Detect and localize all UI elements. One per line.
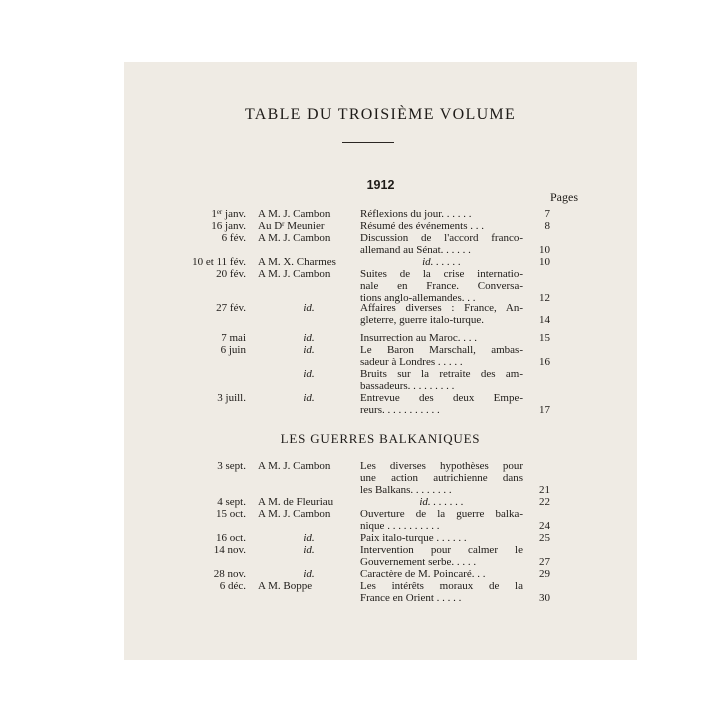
entry-recipient: id. <box>303 392 315 404</box>
book-page <box>124 62 637 660</box>
entry-page-number: 27 <box>539 556 550 568</box>
entry-date: 6 fév. <box>221 232 246 244</box>
entry-subject-line: nique . . . . . . . . . . <box>360 520 440 532</box>
title-rule <box>342 142 394 143</box>
entry-date: 28 nov. <box>213 568 246 580</box>
entry-recipient: A M. J. Cambon <box>258 508 331 520</box>
entry-recipient: Au $D^r$ Meunier <box>258 220 325 232</box>
entry-subject-line: France en Orient . . . . . <box>360 592 462 604</box>
entry-subject-line: Paix italo-turque . . . . . . <box>360 532 467 544</box>
entry-recipient: A M. J. Cambon <box>258 268 331 280</box>
entry-date: 16 oct. <box>216 532 246 544</box>
entry-subject-line: id. . . . . . . <box>419 496 464 508</box>
entry-recipient: A M. J. Cambon <box>258 232 331 244</box>
entry-subject-line: Gouvernement serbe. . . . . <box>360 556 477 568</box>
entry-date: 3 sept. <box>217 460 246 472</box>
entry-date: 1er janv. <box>211 208 246 220</box>
entry-date: 10 et 11 fév. <box>192 256 246 268</box>
section-heading: LES GUERRES BALKANIQUES <box>280 431 481 446</box>
entry-recipient: id. <box>303 302 315 314</box>
entry-subject-line: Insurrection au Maroc. . . . <box>360 332 477 344</box>
entry-page-number: 29 <box>539 568 550 580</box>
entry-subject-line: nale en France. Conversa- <box>360 280 523 292</box>
entry-page-number: 30 <box>539 592 550 604</box>
entry-page-number: 8 <box>544 220 550 232</box>
entry-recipient: id. <box>303 532 315 544</box>
entry-date: 27 fév. <box>216 302 246 314</box>
entry-subject-line: bassadeurs. . . . . . . . . <box>360 380 455 392</box>
entry-recipient: A M. X. Charmes <box>258 256 336 268</box>
entry-page-number: 16 <box>539 356 550 368</box>
entry-subject-line: sadeur à Londres . . . . . <box>360 356 463 368</box>
pages-column-header: Pages <box>550 190 578 204</box>
entry-recipient: id. <box>303 344 315 356</box>
entry-page-number: 24 <box>539 520 550 532</box>
entry-recipient: id. <box>303 368 315 380</box>
entry-page-number: 12 <box>539 292 550 304</box>
entry-page-number: 21 <box>539 484 550 496</box>
entry-page-number: 22 <box>539 496 550 508</box>
entry-subject-line: Résumé des événements . . . <box>360 220 485 232</box>
entry-subject-line: Le Baron Marschall, ambas- <box>360 344 523 356</box>
entry-recipient: A M. Boppe <box>258 580 313 592</box>
entry-recipient: id. <box>303 544 315 556</box>
entry-page-number: 10 <box>539 244 550 256</box>
entry-date: 6 déc. <box>219 580 246 592</box>
entry-subject-line: Discussion de l'accord franco- <box>360 232 523 244</box>
entry-subject-line: id. . . . . . <box>422 256 461 268</box>
entry-subject-line: Entrevue des deux Empe- <box>360 392 523 404</box>
entry-page-number: 25 <box>539 532 550 544</box>
entry-date: 7 mai <box>221 332 246 344</box>
entry-date: 20 fév. <box>216 268 246 280</box>
entry-recipient: A M. J. Cambon <box>258 460 331 472</box>
entry-page-number: 10 <box>539 256 550 268</box>
entry-subject-line: reurs. . . . . . . . . . . <box>360 404 440 416</box>
entry-date: 4 sept. <box>217 496 246 508</box>
entry-recipient: id. <box>303 568 315 580</box>
entry-date: 15 oct. <box>216 508 246 520</box>
entry-subject-line: les Balkans. . . . . . . . <box>360 484 452 496</box>
entry-subject-line: Intervention pour calmer le <box>360 544 523 556</box>
page-title: TABLE DU TROISIÈME VOLUME <box>244 106 517 123</box>
entry-date: 14 nov. <box>213 544 246 556</box>
entry-recipient: A M. J. Cambon <box>258 208 331 220</box>
entry-subject-line: allemand au Sénat. . . . . . <box>360 244 471 256</box>
entry-subject-line: Affaires diverses : France, An- <box>360 302 523 314</box>
entry-subject-line: Les intérêts moraux de la <box>360 580 523 592</box>
entry-subject-line: Ouverture de la guerre balka- <box>360 508 523 520</box>
entry-date: 6 juin <box>220 344 246 356</box>
entry-subject-line: gleterre, guerre italo-turque. <box>360 314 484 326</box>
entry-page-number: 15 <box>539 332 550 344</box>
entry-subject-line: une action autrichienne dans <box>360 472 523 484</box>
entry-subject-line: tions anglo-allemandes. . . <box>360 292 476 304</box>
entry-date: 3 juill. <box>217 392 246 404</box>
entry-subject-line: Caractère de M. Poincaré. . . <box>360 568 486 580</box>
entry-subject-line: Réflexions du jour. . . . . . <box>360 208 472 220</box>
entry-date: 16 janv. <box>211 220 246 232</box>
entry-page-number: 14 <box>539 314 550 326</box>
entry-subject-line: Les diverses hypothèses pour <box>360 460 523 472</box>
entry-subject-line: Bruits sur la retraite des am- <box>360 368 523 380</box>
year-heading: 1912 <box>366 178 395 192</box>
entry-recipient: A M. de Fleuriau <box>258 496 334 508</box>
entry-page-number: 17 <box>539 404 550 416</box>
entry-recipient: id. <box>303 332 315 344</box>
entry-subject-line: Suites de la crise internatio- <box>360 268 523 280</box>
entry-page-number: 7 <box>544 208 550 220</box>
